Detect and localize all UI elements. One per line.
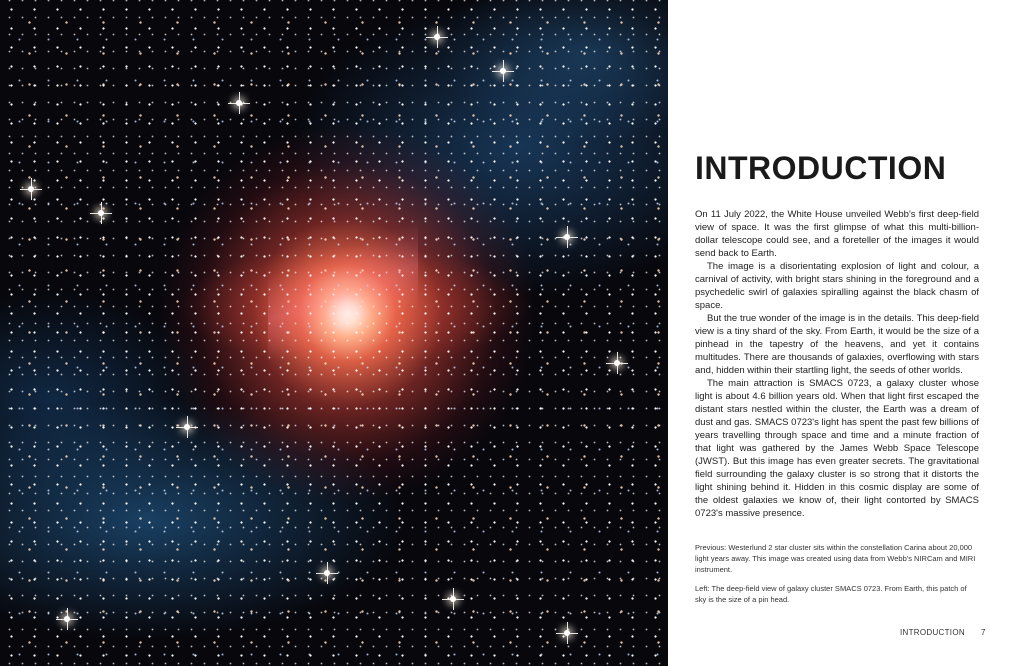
bright-star xyxy=(94,206,108,220)
bright-star xyxy=(24,182,38,196)
paragraph: The main attraction is SMACS 0723, a galaxy cluster whose light is about 4.6 billion years old. When that light first escaped the distant stars nestled within the cluster, the Earth was a dream of dust and gas. SMACS 0723's light has spent the past few billions of years travelling through space and time and a minute fraction of that light was gathered by the James Webb Space Telescope (JWST). But this image has even greater secrets. The gravitational field surrounding the galaxy cluster is so strong that it distorts the light shining behind it. Hidden in this cosmic display are some of the oldest galaxies we know of, their light contorted by SMACS 0723's massive presence. xyxy=(695,378,979,519)
bright-star xyxy=(446,592,460,606)
bright-star xyxy=(610,356,624,370)
running-head: INTRODUCTION xyxy=(900,628,965,637)
bright-star xyxy=(496,64,510,78)
body-text xyxy=(695,208,979,520)
caption-previous: Previous: Westerlund 2 star cluster sits within the constellation Carina about 20,000 light years away. This image was created using data from Webb's NIRCam and MIRI instrument. xyxy=(695,543,976,574)
bright-star xyxy=(180,420,194,434)
bright-star xyxy=(560,230,574,244)
bright-star xyxy=(560,626,574,640)
bright-star xyxy=(232,96,246,110)
bright-star xyxy=(430,30,444,44)
paragraph: But the true wonder of the image is in the details. This deep-field view is a tiny shard of the sky. From Earth, it would be the size of a pinhead in the tapestry of the heavens, and yet it contains multitudes. There are thousands of galaxies, overflowing with stars and, hidden within their startling light, the seeds of other worlds. xyxy=(695,313,979,376)
paragraph: The image is a disorientating explosion of light and colour, a carnival of activity, with bright stars shining in the foreground and a psychedelic swirl of galaxies spiralling against the black chasm of space. xyxy=(695,261,979,311)
paragraph: On 11 July 2022, the White House unveiled Webb's first deep-field view of space. It was the first glimpse of what this multi-billion-dollar telescope could see, and a foreteller of the images it would send back to Earth. xyxy=(695,209,979,259)
bright-star xyxy=(320,566,334,580)
page-footer xyxy=(900,628,986,637)
image-captions xyxy=(695,542,979,613)
caption-left: Left: The deep-field view of galaxy cluster SMACS 0723. From Earth, this patch of sky is the size of a pin head. xyxy=(695,584,967,604)
bright-star xyxy=(60,612,74,626)
page-number: 7 xyxy=(980,628,986,637)
page-title: INTRODUCTION xyxy=(695,150,947,186)
text-page xyxy=(668,0,1020,666)
